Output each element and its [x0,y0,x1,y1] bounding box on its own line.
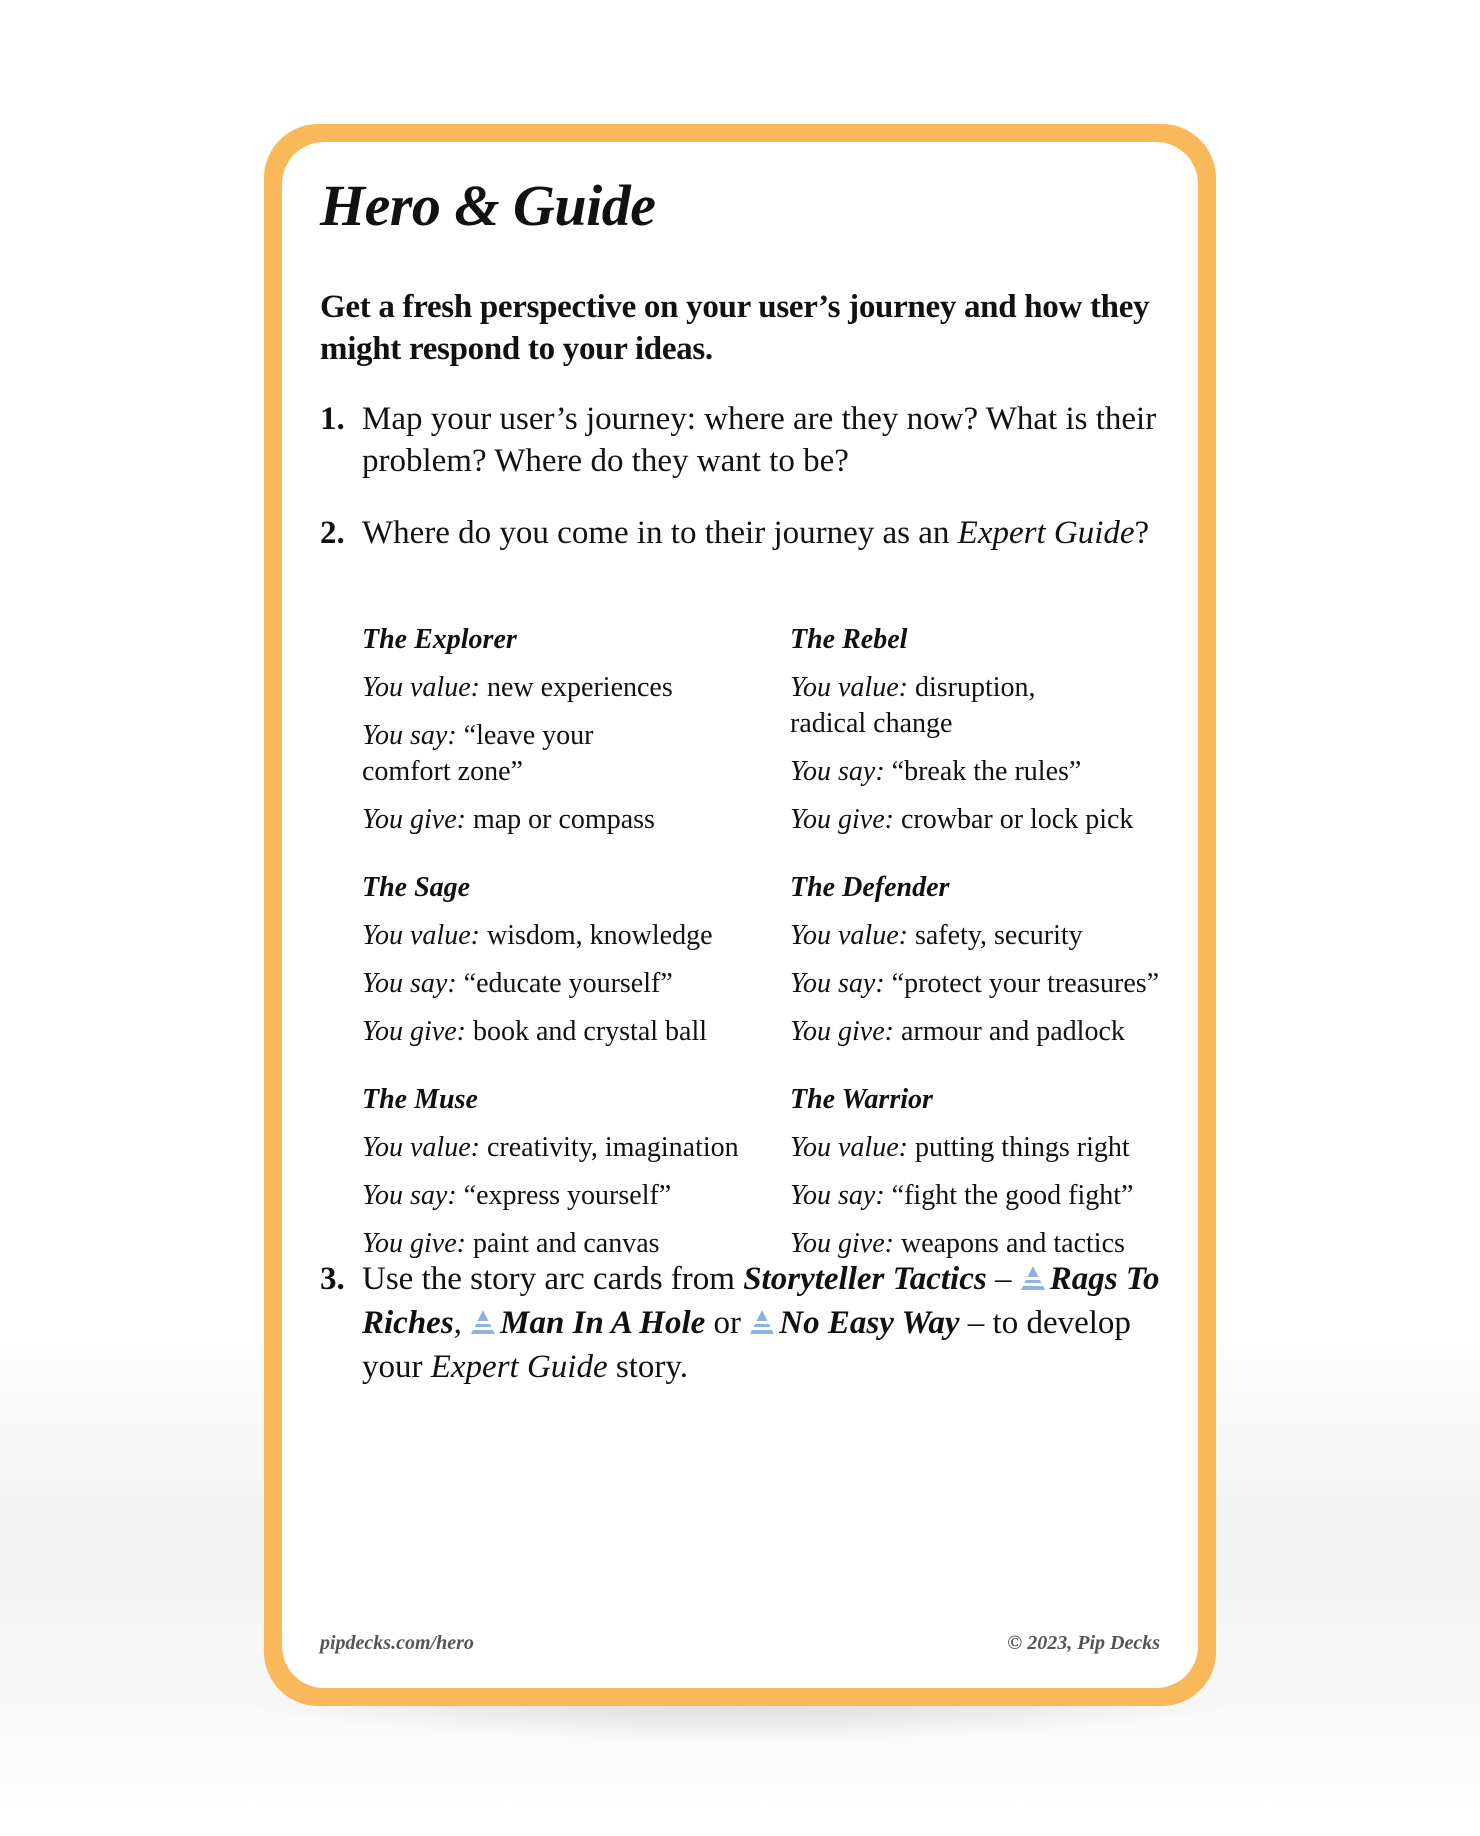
say-text: “break the rules” [891,756,1082,787]
value-label: You value: [362,1132,480,1163]
value-text: new experiences [486,672,673,703]
give-text: book and crystal ball [472,1016,708,1047]
value-text: safety, security [914,920,1083,951]
value-label: You value: [362,672,480,703]
archetype-explorer [362,622,762,850]
value-label: You value: [790,920,908,951]
step-1 [320,398,1180,482]
say-label: You say: [362,720,457,751]
card-reference: No Easy Way [779,1305,960,1341]
say-text: “express yourself” [463,1180,672,1211]
value-label: You value: [790,672,908,703]
archetype-say [790,1178,1190,1214]
step-text-part: ? [1134,515,1150,551]
step-3 [320,1258,1180,1388]
step-text [362,1258,1180,1388]
say-label: You say: [362,968,457,999]
archetype-give [790,802,1190,838]
give-text: map or compass [472,804,655,835]
archetype-name: The Sage [362,872,471,903]
step-text-part: Where do you come in to their journey as an [362,515,958,551]
say-label: You say: [362,1180,457,1211]
story-arc-triangle-icon [1020,1260,1046,1302]
step-number: 3. [320,1261,345,1297]
archetype-value [362,918,762,954]
give-label: You give: [362,804,466,835]
card-body [282,142,1198,1688]
archetype-sage [362,870,762,1062]
expert-guide-term: Expert Guide [957,515,1135,551]
step-text-part: – [986,1261,1020,1297]
archetype-say [790,966,1190,1002]
give-text: weapons and tactics [900,1228,1125,1259]
step-text-part: – to develop your [362,1305,1131,1385]
say-label: You say: [790,756,885,787]
archetype-name: The Warrior [790,1084,933,1115]
archetype-value [362,1130,762,1166]
archetype-give [790,1014,1190,1050]
archetype-give [790,1226,1190,1262]
archetype-name: The Muse [362,1084,478,1115]
step-text-part: or [705,1305,750,1341]
step-text-part: story. [607,1349,688,1385]
give-label: You give: [790,1228,894,1259]
say-label: You say: [790,1180,885,1211]
say-text: “protect your treasures” [891,968,1160,999]
card-title: Hero & Guide [320,173,656,238]
give-text: paint and canvas [472,1228,660,1259]
archetype-value [790,1130,1190,1166]
archetype-rebel [790,622,1190,850]
archetype-give [362,1014,762,1050]
value-label: You value: [362,920,480,951]
expert-guide-term: Expert Guide [430,1349,608,1385]
archetype-say [362,966,762,1002]
card-reference: Man In A Hole [500,1305,706,1341]
give-label: You give: [790,804,894,835]
archetype-say [362,718,612,790]
step-text: Map your user’s journey: where are they now? What is their problem? Where do they want to be? [362,401,1157,479]
step-number: 1. [320,401,345,437]
value-label: You value: [790,1132,908,1163]
archetype-say [790,754,1190,790]
give-label: You give: [790,1016,894,1047]
value-text: wisdom, knowledge [486,920,713,951]
archetype-name: The Rebel [790,624,908,655]
say-text: “fight the good fight” [891,1180,1134,1211]
say-label: You say: [790,968,885,999]
archetype-say [362,1178,762,1214]
archetype-value [790,670,1070,742]
step-text [362,512,1180,554]
archetype-defender [790,870,1190,1062]
give-text: armour and padlock [900,1016,1125,1047]
step-number: 2. [320,515,345,551]
archetype-muse [362,1082,762,1274]
value-text: disruption, radical change [790,672,1036,739]
archetype-give [362,1226,762,1262]
card [264,124,1216,1706]
story-arc-triangle-icon [470,1304,496,1346]
step-2 [320,512,1180,554]
archetype-warrior [790,1082,1190,1274]
give-label: You give: [362,1228,466,1259]
story-arc-triangle-icon [749,1304,775,1346]
footer-url: pipdecks.com/hero [320,1632,474,1654]
card-reference: Rags To Riches [362,1261,1160,1341]
give-text: crowbar or lock pick [900,804,1134,835]
say-text: “educate yourself” [463,968,673,999]
archetype-value [362,670,762,706]
footer-copyright: © 2023, Pip Decks [1007,1632,1160,1654]
step-text-part: , [453,1305,471,1341]
archetype-give [362,802,762,838]
value-text: creativity, imagination [486,1132,739,1163]
archetype-value [790,918,1190,954]
value-text: putting things right [914,1132,1130,1163]
say-text: “leave your comfort zone” [362,720,594,787]
step-text-part: Use the story arc cards from [362,1261,744,1297]
archetype-name: The Explorer [362,624,517,655]
give-label: You give: [362,1016,466,1047]
archetype-name: The Defender [790,872,950,903]
card-intro: Get a fresh perspective on your user’s journey and how they might respond to your ideas. [320,289,1150,367]
deck-name: Storyteller Tactics [743,1261,987,1297]
